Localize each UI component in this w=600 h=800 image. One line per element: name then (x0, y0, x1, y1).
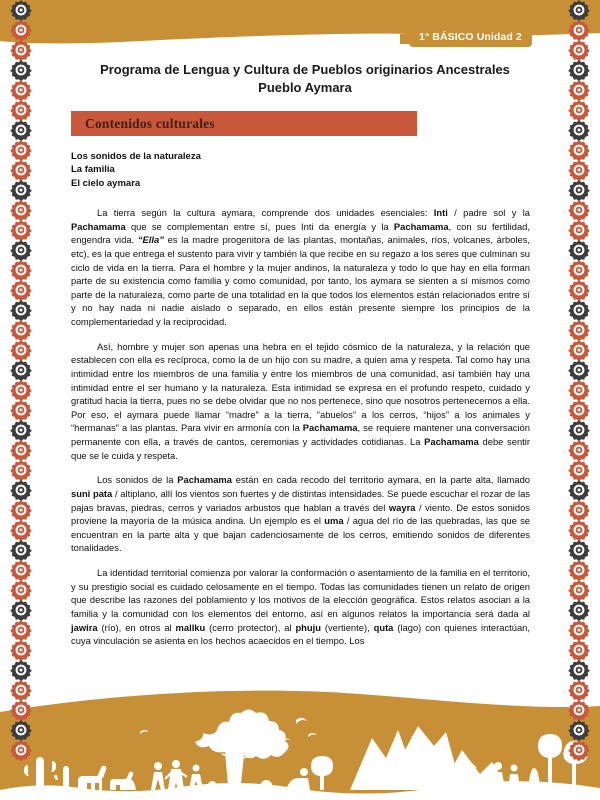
term-wayra: wayra (388, 501, 416, 513)
term-pachamama: Pachamama (177, 474, 232, 486)
term-ella: “Ella” (137, 234, 164, 246)
term-pachamama: Pachamama (71, 220, 126, 232)
paragraph-1 (71, 206, 530, 329)
term-uma: uma (324, 515, 344, 527)
term-inti: Inti (433, 207, 448, 218)
text-run: La identidad territorial comienza por valorar la conformación o asentamiento de la familia en el territorio, y su prestigio social es cuidado celosamente en el tiempo. Todas las comunidades tienen un relato de origen que describe las razones del poblamiento y los motivos de la elección geográfica. Estos relatos asocian a la familia y la comunidad con los elementos del entorno, así en algunos relatos la importancia será dada al (71, 567, 530, 619)
topic-item: La familia (71, 164, 115, 176)
paragraph-4 (71, 566, 530, 648)
term-mallku: mallku (175, 621, 206, 633)
text-run: es la madre progenitora de las plantas, montañas, animales, ríos, volcanes, árboles, etc), es la que entrega el sustento para vivir y también la que recibe en su regazo a los seres que culminan su ciclo de vida en la tierra. Para el hombre y la mujer andinos, la naturaleza y todo lo que hay en ella forman parte de su existencia como familia y como comunidad, por tanto, los aymara se sienten a sí mismos como parte de la naturaleza, como parte de una totalidad en la que todos los elementos están relacionados entre sí y no hay nada ni nadie aislado o separado, en ellos están presente siempre los principios de la complementariedad y la reciprocidad. (71, 234, 531, 327)
body-text (71, 206, 530, 648)
text-run: La tierra según la cultura aymara, comprende dos unidades esenciales: (97, 207, 434, 218)
text-run: , se requiere mantener una conversación permanente con ella, a través de cantos, ceremonias y actividades cotidianas. La (71, 422, 530, 447)
text-run: / padre sol y la (447, 207, 531, 218)
text-run: debe sentir que se le cuida y respeta. (71, 436, 530, 461)
topic-list (71, 150, 531, 190)
term-pachamama: Pachamama (393, 220, 449, 232)
text-run: que se complementan entre sí, pues Inti da energía y la (125, 220, 394, 232)
text-run: / agua del río de las quebradas, las que se encuentran en la parte alta y que bajan cadenciosamente de los cerros, emitiendo sonidos de diferentes tonalidades. (71, 515, 531, 554)
topic-item: El cielo aymara (71, 177, 141, 189)
paragraph-2 (71, 340, 530, 463)
text-run: , con su fertilidad, engendra vida. (71, 220, 530, 246)
text-run: (cerro protector), al (205, 621, 296, 633)
topic-item: Los sonidos de la naturaleza (71, 151, 201, 162)
text-run: / altiplano, allí los vientos son fuertes y de distintas intensidades. Se puede escuchar el rozar de las pajas bravas, piedras, cerros y variados arbustos que hablan a través del (71, 487, 530, 513)
term-pachamama: Pachamama (424, 436, 479, 447)
term-jawira: jawira (71, 621, 98, 633)
text-run: (lago) con quienes interactúan, cuya vinculación se asienta en los hechos acaecidos en el tiempo. Los (71, 621, 531, 647)
unit-badge: 1° BÁSICO Unidad 2 (409, 28, 532, 47)
section-header-label: Contenidos culturales (85, 115, 215, 131)
title-line-1: Programa de Lengua y Cultura de Pueblos originarios Ancestrales (100, 62, 510, 77)
text-run: están en cada recodo del territorio aymara, en la parte alta, llamado (231, 474, 531, 486)
text-run: Los sonidos de la (97, 474, 178, 486)
paragraph-3 (71, 473, 530, 555)
text-run: (vertiente), (320, 621, 374, 633)
title-line-2: Pueblo Aymara (258, 80, 352, 96)
text-run: (río), en otros al (97, 621, 176, 633)
text-run: / viento. De estos sonidos proviene la mayoría de la música andina. Un ejemplo es el (71, 501, 530, 527)
text-run: Así, hombre y mujer son apenas una hebra en el tejido cósmico de la naturaleza, y la relación que establecen con ella es recíproca, como la de un hijo con su madre, a quien ama y respeta. Tal como hay una intimidad entre los miembros de una familia y entre los miembros de una comunidad, así también hay una intimidad entre el ser humano y la naturaleza. Esta intimidad se expresa en el profundo respeto, cuidado y gratitud hacia la tierra, pues no se debe olvidar que no nos pertenece, sino que nosotros pertenecemos a ella. Por eso, el aymara puede llamar “madre” a la tierra, “abuelos” a los cerros, “hijos” a los animales y “hermanas” a las plantas. Para vivir en armonía con la (71, 340, 530, 434)
term-pachamama: Pachamama (302, 422, 358, 434)
page-title (70, 61, 540, 98)
section-header-bar (71, 111, 417, 136)
term-suni-pata: suni pata (71, 487, 113, 499)
term-phuju: phuju (295, 621, 321, 633)
term-quta: quta (373, 621, 394, 633)
